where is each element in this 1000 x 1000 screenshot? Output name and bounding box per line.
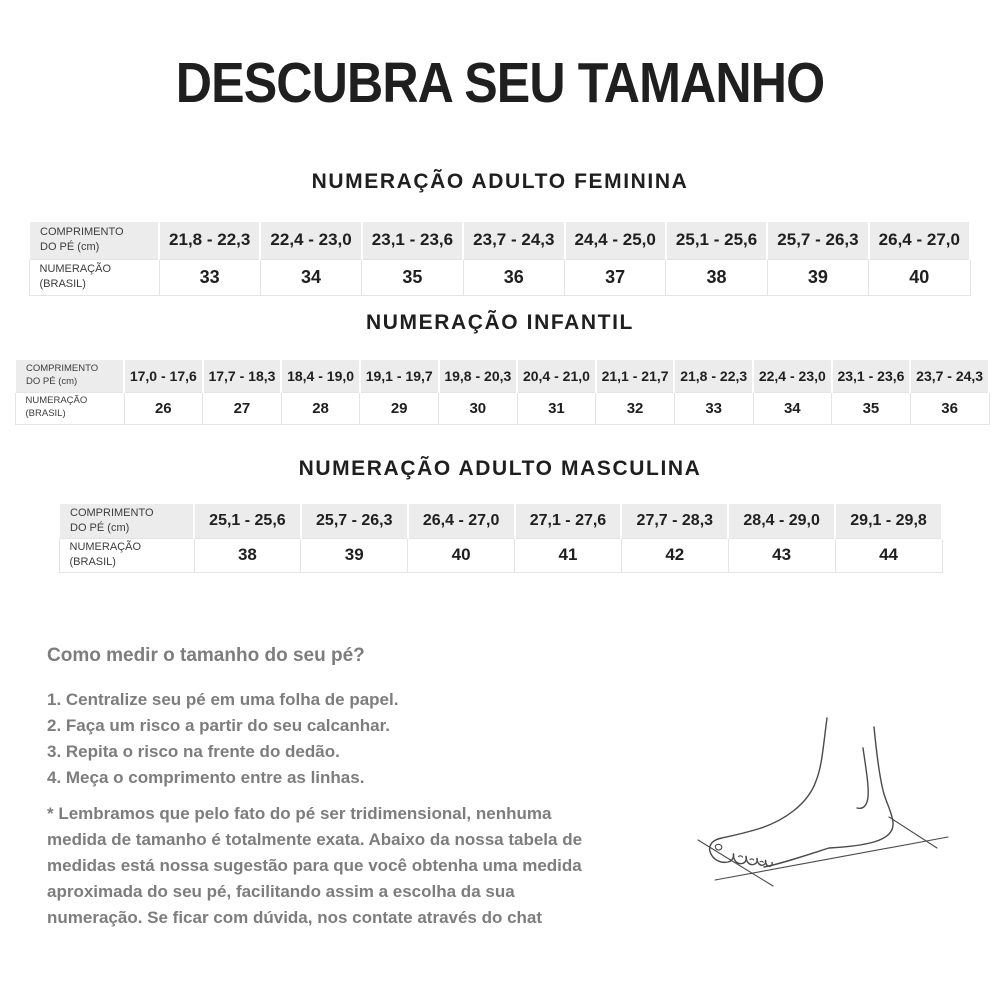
foot-length-range-cell: 23,7 - 24,3 (463, 221, 564, 259)
foot-length-range-cell: 28,4 - 29,0 (728, 503, 835, 538)
brazil-size-cell: 30 (439, 392, 518, 424)
floor-measure-line (715, 837, 948, 880)
brazil-size-cell: 40 (408, 538, 515, 572)
brazil-size-cell: 44 (835, 538, 942, 572)
foot-length-row (59, 503, 942, 538)
foot-length-range-cell: 24,4 - 25,0 (565, 221, 666, 259)
brazil-size-cell: 37 (565, 259, 666, 295)
row-label-line: NUMERAÇÃO (69, 541, 142, 554)
row-label-line: DO PÉ (cm) (26, 375, 78, 387)
brazil-size-cell: 40 (869, 259, 970, 295)
disclaimer-line: medidas está nossa sugestão para que você obtenha uma medida (47, 856, 582, 875)
foot-length-range-cell: 19,8 - 20,3 (439, 359, 518, 392)
row-label-brazil-size (29, 259, 159, 295)
foot-length-range-cell: 20,4 - 21,0 (517, 359, 596, 392)
row-label-line: DO PÉ (cm) (70, 521, 130, 534)
toe-mark-line (698, 840, 773, 886)
section-heading-adult-male: NUMERAÇÃO ADULTO MASCULINA (298, 457, 702, 480)
foot-front-leg-line (722, 718, 827, 838)
foot-length-range-cell: 19,1 - 19,7 (360, 359, 439, 392)
brazil-size-cell: 38 (666, 259, 767, 295)
brazil-size-cell: 42 (621, 538, 728, 572)
row-label-foot-length (59, 503, 194, 538)
row-label-line: (BRASIL) (25, 408, 66, 419)
brazil-size-cell: 35 (832, 392, 911, 424)
disclaimer-line: numeração. Se ficar com dúvida, nos contate através do chat (47, 908, 543, 927)
disclaimer-note (47, 801, 582, 931)
foot-length-range-cell: 26,4 - 27,0 (408, 503, 515, 538)
foot-length-range-cell: 25,7 - 26,3 (301, 503, 408, 538)
instruction-step: 2. Faça um risco a partir do seu calcanhar. (47, 716, 390, 735)
brazil-size-cell: 29 (360, 392, 439, 424)
disclaimer-line: aproximada do seu pé, facilitando assim a escolha da sua (47, 882, 515, 901)
brazil-size-cell: 31 (517, 392, 596, 424)
foot-length-range-cell: 23,1 - 23,6 (832, 359, 911, 392)
size-table-infant (14, 358, 990, 425)
foot-length-range-cell: 27,1 - 27,6 (515, 503, 622, 538)
table-body (59, 503, 942, 572)
foot-length-range-cell: 23,7 - 24,3 (910, 359, 989, 392)
foot-length-range-cell: 17,7 - 18,3 (203, 359, 282, 392)
brazil-size-cell: 38 (194, 538, 301, 572)
row-label-line: NUMERAÇÃO (25, 395, 88, 407)
foot-length-row (29, 221, 970, 259)
foot-illustration (670, 690, 970, 920)
toe-3 (746, 857, 757, 865)
row-label-line: (BRASIL) (69, 556, 116, 568)
row-label-line: DO PÉ (cm) (40, 241, 100, 254)
disclaimer-line: * Lembramos que pelo fato do pé ser tridimensional, nenhuma (47, 804, 552, 823)
brazil-size-cell: 34 (260, 259, 361, 295)
row-label-line: COMPRIMENTO (26, 362, 99, 374)
row-label-line: NUMERAÇÃO (39, 263, 112, 276)
row-label-line: (BRASIL) (39, 278, 86, 290)
brazil-size-cell: 26 (124, 392, 203, 424)
instruction-step: 4. Meça o comprimento entre as linhas. (47, 768, 365, 787)
brazil-size-cell: 32 (596, 392, 675, 424)
toe-nail-2 (739, 856, 743, 857)
brazil-size-cell: 35 (362, 259, 463, 295)
foot-length-row (15, 359, 989, 392)
table-body (29, 221, 970, 295)
foot-length-range-cell: 25,1 - 25,6 (666, 221, 767, 259)
foot-back-leg-heel-line (764, 727, 893, 867)
brazil-size-cell: 27 (203, 392, 282, 424)
foot-length-range-cell: 23,1 - 23,6 (362, 221, 463, 259)
brazil-size-cell: 39 (301, 538, 408, 572)
page-title: DESCUBRA SEU TAMANHO (175, 51, 825, 115)
toe-4 (757, 859, 766, 866)
foot-length-range-cell: 22,4 - 23,0 (753, 359, 832, 392)
row-label-foot-length (29, 221, 159, 259)
brazil-size-cell: 36 (463, 259, 564, 295)
foot-length-range-cell: 17,0 - 17,6 (124, 359, 203, 392)
disclaimer-line: medida de tamanho é totalmente exata. Abaixo da nossa tabela de (47, 830, 583, 849)
foot-length-range-cell: 18,4 - 19,0 (281, 359, 360, 392)
brazil-size-cell: 33 (674, 392, 753, 424)
foot-length-range-cell: 27,7 - 28,3 (621, 503, 728, 538)
section-heading-infant: NUMERAÇÃO INFANTIL (366, 311, 634, 334)
brazil-size-cell: 33 (159, 259, 260, 295)
big-toe-nail (715, 844, 722, 850)
brazil-size-cell: 41 (515, 538, 622, 572)
brazil-size-row (59, 538, 942, 572)
foot-length-range-cell: 21,8 - 22,3 (159, 221, 260, 259)
foot-length-range-cell: 22,4 - 23,0 (260, 221, 361, 259)
foot-length-range-cell: 25,7 - 26,3 (767, 221, 868, 259)
brazil-size-cell: 28 (281, 392, 360, 424)
ankle-inner-line (857, 748, 868, 808)
foot-length-range-cell: 29,1 - 29,8 (835, 503, 942, 538)
size-table-adult-male (58, 502, 943, 573)
brazil-size-cell: 43 (728, 538, 835, 572)
brazil-size-row (15, 392, 989, 424)
brazil-size-cell: 36 (910, 392, 989, 424)
foot-length-range-cell: 21,1 - 21,7 (596, 359, 675, 392)
table-body (15, 359, 989, 424)
row-label-brazil-size (59, 538, 194, 572)
foot-length-range-cell: 21,8 - 22,3 (674, 359, 753, 392)
row-label-foot-length (15, 359, 124, 392)
brazil-size-cell: 39 (767, 259, 868, 295)
brazil-size-row (29, 259, 970, 295)
row-label-brazil-size (15, 392, 124, 424)
instructions-heading: Como medir o tamanho do seu pé? (47, 645, 365, 666)
instruction-step: 1. Centralize seu pé em uma folha de papel. (47, 690, 399, 709)
toe-nail-4 (760, 861, 763, 862)
size-table-adult-female (28, 220, 971, 296)
row-label-line: COMPRIMENTO (70, 506, 154, 519)
foot-length-range-cell: 26,4 - 27,0 (869, 221, 970, 259)
instructions-steps (47, 687, 398, 791)
foot-length-range-cell: 25,1 - 25,6 (194, 503, 301, 538)
section-heading-adult-female: NUMERAÇÃO ADULTO FEMININA (311, 170, 689, 193)
big-toe (710, 838, 734, 862)
brazil-size-cell: 34 (753, 392, 832, 424)
row-label-line: COMPRIMENTO (40, 226, 124, 239)
instruction-step: 3. Repita o risco na frente do dedão. (47, 742, 340, 761)
toe-nail-3 (750, 859, 754, 860)
